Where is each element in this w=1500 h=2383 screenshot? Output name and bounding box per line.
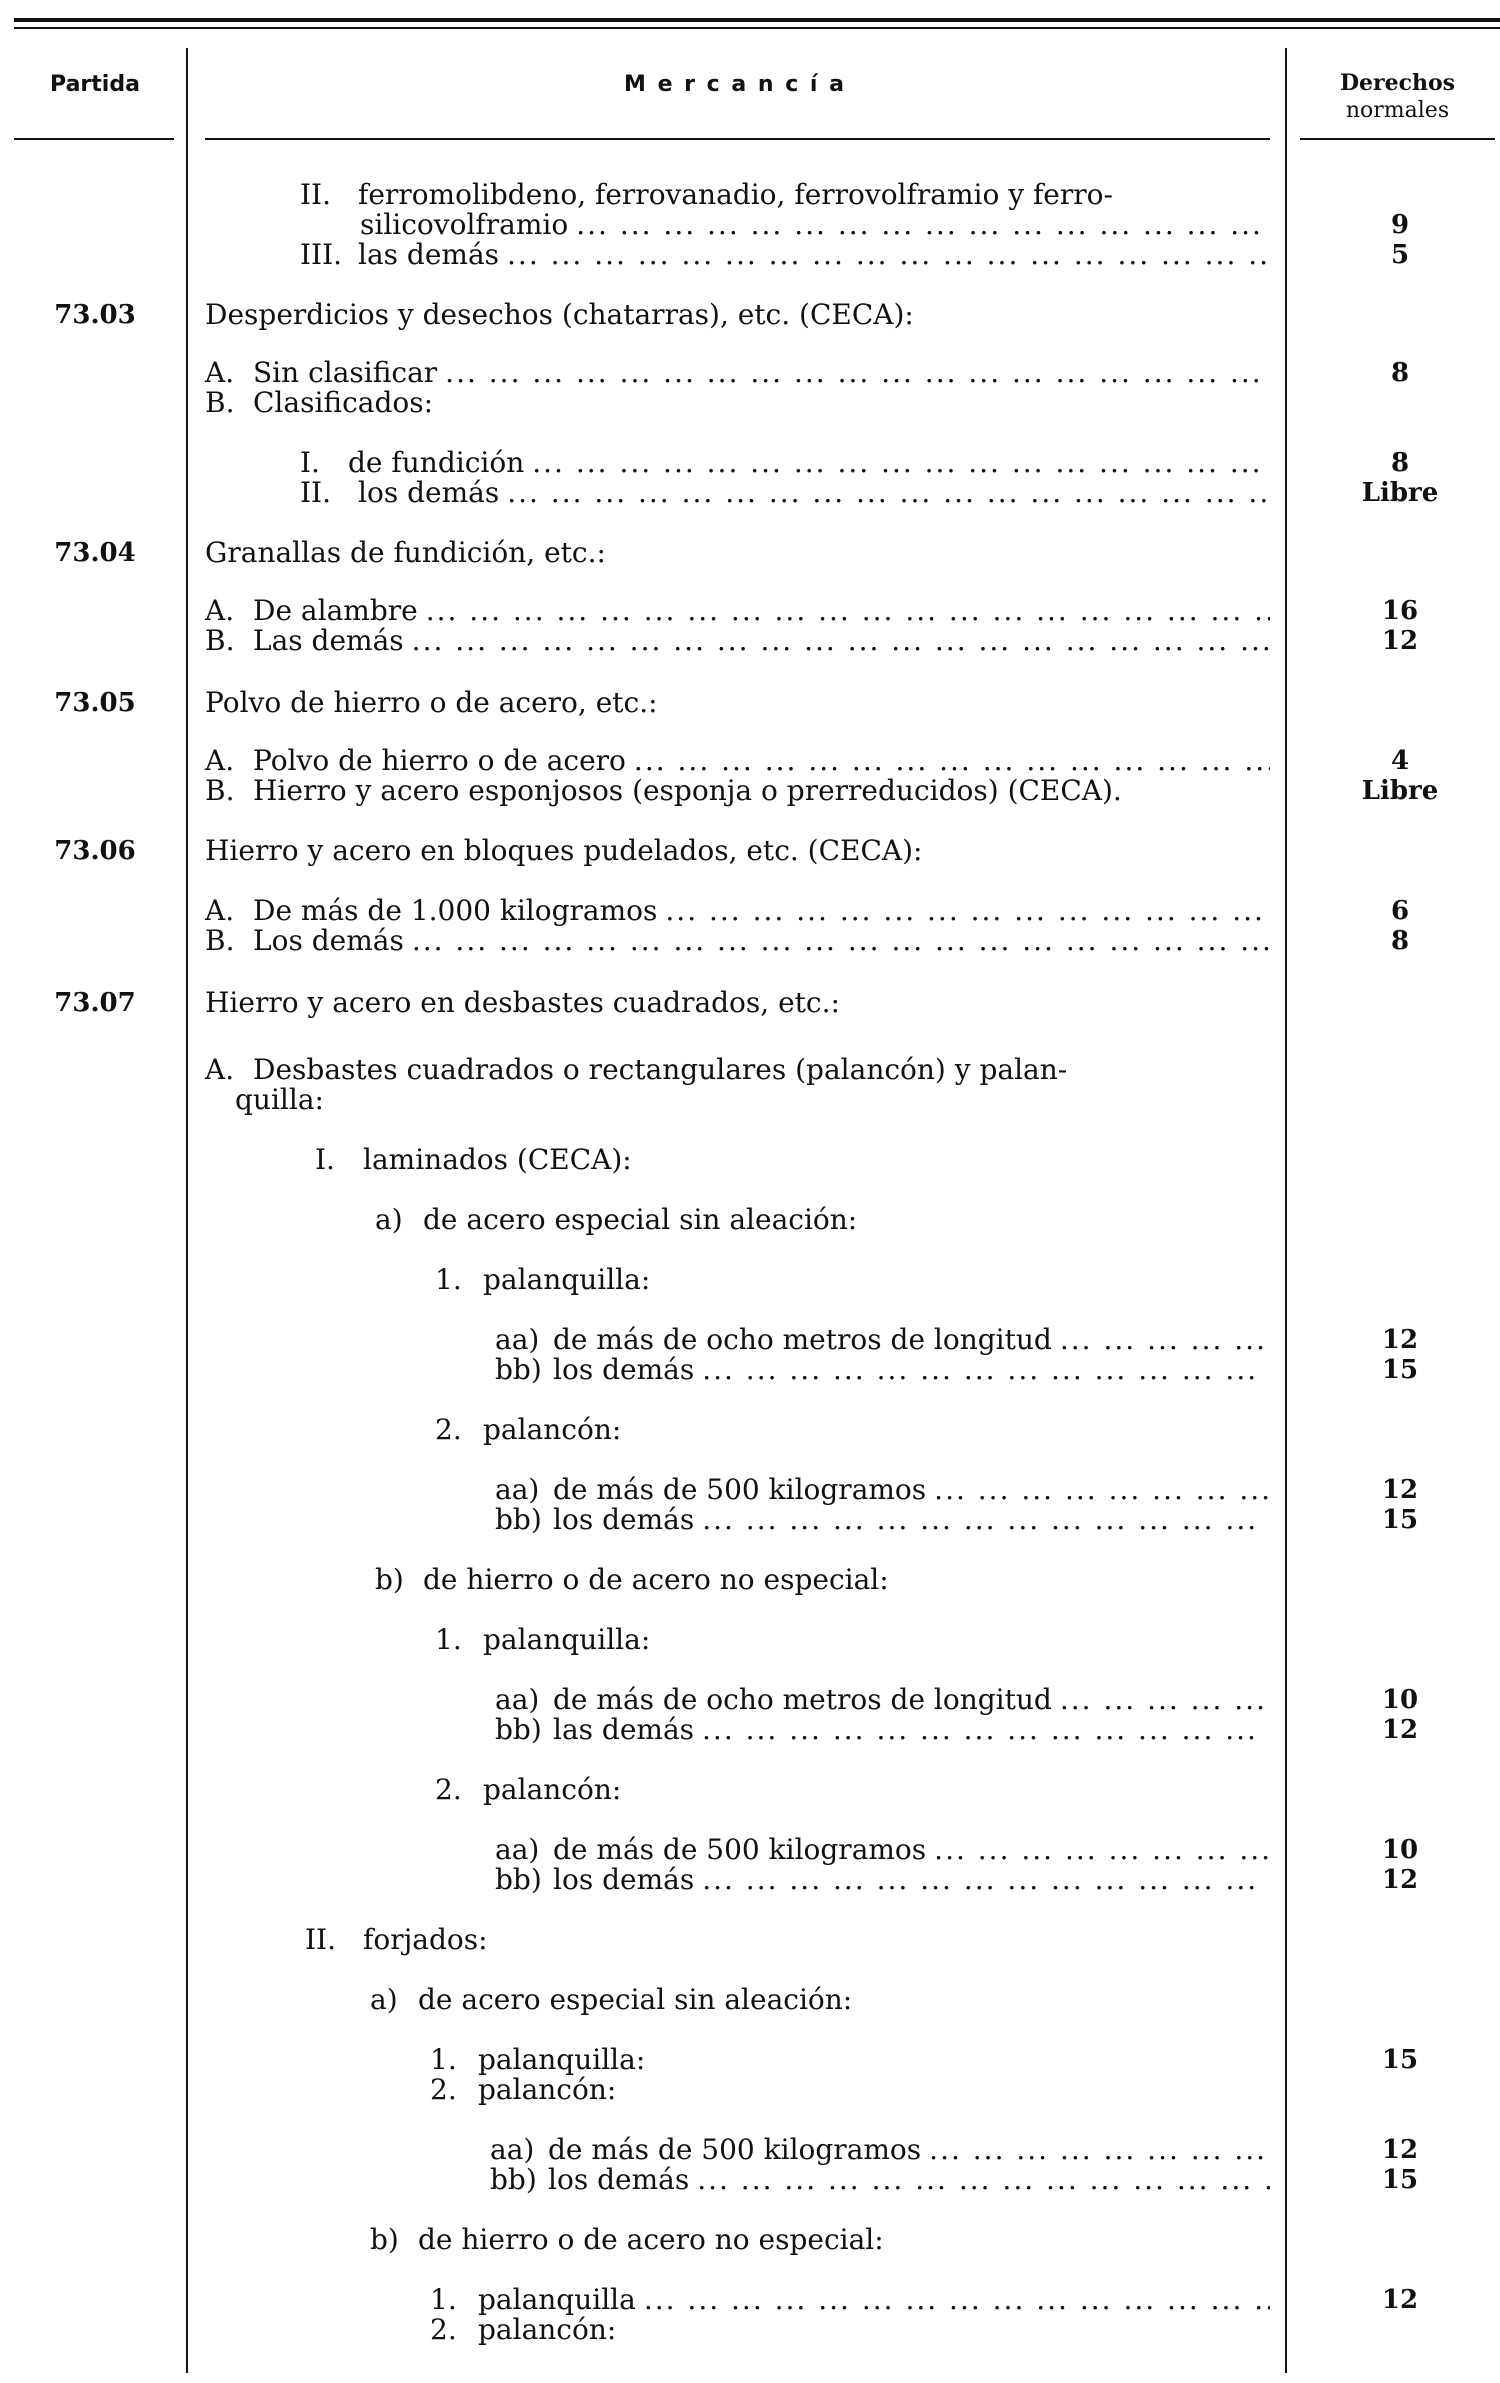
duty-rate: 8: [1390, 926, 1410, 956]
item-number: bb): [495, 1503, 542, 1536]
tariff-row: [0, 2075, 1500, 2105]
item-number: 1.: [430, 2043, 457, 2076]
duty-rate: Libre: [1361, 478, 1439, 508]
tariff-row: [0, 746, 1500, 776]
tariff-row: [0, 1505, 1500, 1535]
duty-rate: 6: [1390, 896, 1410, 926]
item-description: los demás: [358, 476, 500, 509]
mercancia-text: [375, 1565, 889, 1595]
item-number: aa): [495, 1473, 540, 1506]
item-description: De más de 1.000 kilogramos: [253, 894, 658, 927]
leader-dots: [568, 210, 1270, 240]
mercancia-text: [435, 1775, 621, 1805]
item-number: 2.: [430, 2313, 457, 2346]
tariff-row: [0, 1625, 1500, 1655]
leader-dots: [694, 1865, 1270, 1895]
tariff-row: [0, 448, 1500, 478]
item-description: Desperdicios y desechos (chatarras), etc. (CECA):: [205, 298, 914, 331]
tariff-row: [0, 1775, 1500, 1805]
item-description: de más de 500 kilogramos: [548, 2133, 922, 2166]
leader-dots: [626, 746, 1270, 776]
leader-dots: [1052, 1325, 1270, 1355]
mercancia-text: [205, 1055, 1067, 1085]
tariff-row: [0, 2045, 1500, 2075]
item-description: De alambre: [253, 594, 418, 627]
tariff-row: [0, 1685, 1500, 1715]
mercancia-text: [435, 1415, 621, 1445]
item-number: I.: [315, 1143, 335, 1176]
tariff-row: [0, 358, 1500, 388]
item-number: bb): [495, 1353, 542, 1386]
tariff-row: [0, 240, 1500, 270]
item-number: B.: [205, 924, 235, 957]
item-number: a): [370, 1983, 398, 2016]
item-description: las demás: [553, 1713, 695, 1746]
duty-rate: 9: [1390, 210, 1410, 240]
mercancia-text: [495, 1325, 1270, 1355]
mercancia-text: [300, 240, 1270, 270]
duty-rate: 15: [1381, 1355, 1419, 1385]
item-number: B.: [205, 774, 235, 807]
item-description: Clasificados:: [253, 386, 434, 419]
mercancia-text: [205, 988, 840, 1018]
item-number: A.: [205, 1053, 235, 1086]
leader-dots: [418, 596, 1270, 626]
duty-rate: 12: [1381, 2285, 1419, 2315]
header-derechos-2: normales: [1345, 98, 1450, 123]
duty-rate: 12: [1381, 1715, 1419, 1745]
item-number: B.: [205, 386, 235, 419]
tariff-row: [0, 1475, 1500, 1505]
duty-rate: 10: [1381, 1835, 1419, 1865]
tariff-row: [0, 1325, 1500, 1355]
item-number: III.: [300, 238, 343, 271]
leader-dots: [926, 1475, 1270, 1505]
header-rule-mercancia: [205, 138, 1270, 140]
item-description: Desbastes cuadrados o rectangulares (palancón) y palan-: [253, 1053, 1068, 1086]
item-description: los demás: [553, 1353, 695, 1386]
item-description: de fundición: [348, 446, 525, 479]
mercancia-text: [375, 1205, 857, 1235]
tariff-row: [0, 2285, 1500, 2315]
item-description: Hierro y acero esponjosos (esponja o prerreducidos) (CECA).: [253, 774, 1122, 807]
header-partida: Partida: [50, 72, 140, 97]
tariff-row: [0, 1985, 1500, 2015]
tariff-row: [0, 210, 1500, 240]
tariff-row: [0, 626, 1500, 656]
item-description: Los demás: [253, 924, 404, 957]
partida-code: 73.03: [54, 300, 136, 330]
duty-rate: 15: [1381, 2165, 1419, 2195]
mercancia-text: [205, 776, 1122, 806]
leader-dots: [689, 2165, 1270, 2195]
mercancia-text: [495, 1865, 1270, 1895]
item-number: aa): [495, 1323, 540, 1356]
partida-code: 73.05: [54, 688, 136, 718]
tariff-row: [0, 776, 1500, 806]
item-number: A.: [205, 356, 235, 389]
header-rule-derechos: [1300, 138, 1495, 140]
mercancia-text: [205, 896, 1270, 926]
item-description: de más de 500 kilogramos: [553, 1833, 927, 1866]
tariff-row: [0, 2165, 1500, 2195]
item-description: los demás: [553, 1863, 695, 1896]
mercancia-text: [205, 688, 658, 718]
mercancia-text: [495, 1715, 1270, 1745]
leader-dots: [437, 358, 1270, 388]
item-number: aa): [490, 2133, 535, 2166]
mercancia-text: [300, 180, 1113, 210]
tariff-row: [0, 1055, 1500, 1085]
leader-dots: [1052, 1685, 1270, 1715]
mercancia-text: [205, 596, 1270, 626]
mercancia-text: [205, 836, 922, 866]
tariff-row: [0, 896, 1500, 926]
item-description: Granallas de fundición, etc.:: [205, 536, 606, 569]
item-number: II.: [305, 1923, 337, 1956]
mercancia-text: [205, 300, 914, 330]
item-description: Sin clasificar: [253, 356, 438, 389]
mercancia-text: [430, 2075, 616, 2105]
item-number: A.: [205, 744, 235, 777]
item-number: II.: [300, 178, 332, 211]
duty-rate: Libre: [1361, 776, 1439, 806]
tariff-row: [0, 1205, 1500, 1235]
item-description: palanquilla:: [478, 2043, 646, 2076]
duty-rate: 12: [1381, 1475, 1419, 1505]
mercancia-text: [300, 478, 1270, 508]
tariff-row: [0, 1085, 1500, 1115]
item-description: de más de 500 kilogramos: [553, 1473, 927, 1506]
duty-rate: 8: [1390, 358, 1410, 388]
leader-dots: [926, 1835, 1270, 1865]
item-description: palancón:: [478, 2313, 617, 2346]
mercancia-text: [495, 1355, 1270, 1385]
top-double-rule: [14, 18, 1500, 22]
top-double-rule-thin: [14, 27, 1500, 29]
item-description: palancón:: [478, 2073, 617, 2106]
mercancia-text: [305, 1925, 488, 1955]
mercancia-text: [495, 1505, 1270, 1535]
mercancia-text: [370, 1985, 852, 2015]
item-description: forjados:: [363, 1923, 488, 1956]
mercancia-text: [370, 2225, 884, 2255]
mercancia-text: [205, 538, 606, 568]
mercancia-text: [205, 358, 1270, 388]
item-number: 1.: [435, 1623, 462, 1656]
tariff-row: [0, 1145, 1500, 1175]
tariff-row: [0, 688, 1500, 718]
duty-rate: 12: [1381, 1865, 1419, 1895]
tariff-row: [0, 1925, 1500, 1955]
leader-dots: [499, 478, 1270, 508]
tariff-row: [0, 926, 1500, 956]
item-description: Polvo de hierro o de acero, etc.:: [205, 686, 658, 719]
item-number: b): [375, 1563, 404, 1596]
item-description: laminados (CECA):: [363, 1143, 632, 1176]
mercancia-text: [495, 1835, 1270, 1865]
item-number: I.: [300, 446, 320, 479]
duty-rate: 5: [1390, 240, 1410, 270]
tariff-row: [0, 2225, 1500, 2255]
duty-rate: 12: [1381, 626, 1419, 656]
leader-dots: [694, 1355, 1270, 1385]
leader-dots: [636, 2285, 1270, 2315]
tariff-row: [0, 388, 1500, 418]
leader-dots: [921, 2135, 1270, 2165]
partida-code: 73.07: [54, 988, 136, 1018]
item-description: silicovolframio: [360, 208, 569, 241]
item-description: Polvo de hierro o de acero: [253, 744, 626, 777]
mercancia-text: [300, 210, 1270, 240]
leader-dots: [657, 896, 1270, 926]
tariff-row: [0, 180, 1500, 210]
item-number: b): [370, 2223, 399, 2256]
item-description: palancón:: [483, 1413, 622, 1446]
leader-dots: [404, 626, 1270, 656]
tariff-row: [0, 1715, 1500, 1745]
item-description: las demás: [358, 238, 500, 271]
partida-code: 73.04: [54, 538, 136, 568]
tariff-row: [0, 1355, 1500, 1385]
item-description: Hierro y acero en desbastes cuadrados, etc.:: [205, 986, 840, 1019]
item-description: palanquilla:: [483, 1263, 651, 1296]
mercancia-text: [435, 1625, 650, 1655]
item-description: de más de ocho metros de longitud: [553, 1683, 1052, 1716]
item-number: 2.: [435, 1413, 462, 1446]
item-number: a): [375, 1203, 403, 1236]
item-number: A.: [205, 594, 235, 627]
mercancia-text: [300, 448, 1270, 478]
mercancia-text: [430, 2285, 1270, 2315]
leader-dots: [499, 240, 1270, 270]
leader-dots: [404, 926, 1270, 956]
header-derechos-1: Derechos: [1339, 70, 1456, 96]
item-number: 2.: [435, 1773, 462, 1806]
item-description: de acero especial sin aleación:: [423, 1203, 858, 1236]
tariff-row: [0, 836, 1500, 866]
leader-dots: [524, 448, 1270, 478]
item-number: aa): [495, 1833, 540, 1866]
tariff-row: [0, 300, 1500, 330]
item-number: II.: [300, 476, 332, 509]
item-description: de más de ocho metros de longitud: [553, 1323, 1052, 1356]
leader-dots: [694, 1715, 1270, 1745]
item-description: Las demás: [253, 624, 404, 657]
item-number: 1.: [430, 2283, 457, 2316]
mercancia-text: [205, 746, 1270, 776]
item-number: bb): [495, 1713, 542, 1746]
item-description: ferromolibdeno, ferrovanadio, ferrovolframio y ferro-: [358, 178, 1113, 211]
item-number: aa): [495, 1683, 540, 1716]
duty-rate: 12: [1381, 1325, 1419, 1355]
mercancia-text: [205, 388, 433, 418]
mercancia-text: [315, 1145, 632, 1175]
item-description: los demás: [553, 1503, 695, 1536]
duty-rate: 8: [1390, 448, 1410, 478]
item-description: de hierro o de acero no especial:: [423, 1563, 889, 1596]
tariff-row: [0, 988, 1500, 1018]
item-description: de acero especial sin aleación:: [418, 1983, 853, 2016]
leader-dots: [694, 1505, 1270, 1535]
duty-rate: 10: [1381, 1685, 1419, 1715]
duty-rate: 15: [1381, 1505, 1419, 1535]
item-number: A.: [205, 894, 235, 927]
item-description: quilla:: [235, 1083, 324, 1116]
item-number: 1.: [435, 1263, 462, 1296]
mercancia-text: [205, 926, 1270, 956]
tariff-row: [0, 596, 1500, 626]
item-description: palancón:: [483, 1773, 622, 1806]
header-rule-partida: [14, 138, 174, 140]
mercancia-text: [490, 2135, 1270, 2165]
tariff-row: [0, 1415, 1500, 1445]
item-description: de hierro o de acero no especial:: [418, 2223, 884, 2256]
item-description: palanquilla:: [483, 1623, 651, 1656]
item-description: Hierro y acero en bloques pudelados, etc. (CECA):: [205, 834, 923, 867]
item-number: bb): [490, 2163, 537, 2196]
item-number: B.: [205, 624, 235, 657]
item-description: palanquilla: [478, 2283, 636, 2316]
mercancia-text: [435, 1265, 650, 1295]
item-number: 2.: [430, 2073, 457, 2106]
mercancia-text: [205, 626, 1270, 656]
duty-rate: 12: [1381, 2135, 1419, 2165]
mercancia-text: [495, 1475, 1270, 1505]
tariff-row: [0, 538, 1500, 568]
duty-rate: 4: [1390, 746, 1410, 776]
tariff-row: [0, 1265, 1500, 1295]
tariff-row: [0, 478, 1500, 508]
tariff-row: [0, 2135, 1500, 2165]
mercancia-text: [205, 1085, 324, 1115]
tariff-row: [0, 1835, 1500, 1865]
mercancia-text: [495, 1685, 1270, 1715]
mercancia-text: [430, 2045, 645, 2075]
tariff-row: [0, 2315, 1500, 2345]
mercancia-text: [490, 2165, 1270, 2195]
partida-code: 73.06: [54, 836, 136, 866]
header-mercancia: M e r c a n c í a: [624, 72, 846, 97]
tariff-row: [0, 1865, 1500, 1895]
duty-rate: 16: [1381, 596, 1419, 626]
item-number: bb): [495, 1863, 542, 1896]
mercancia-text: [430, 2315, 616, 2345]
item-description: los demás: [548, 2163, 690, 2196]
tariff-row: [0, 1565, 1500, 1595]
duty-rate: 15: [1381, 2045, 1419, 2075]
